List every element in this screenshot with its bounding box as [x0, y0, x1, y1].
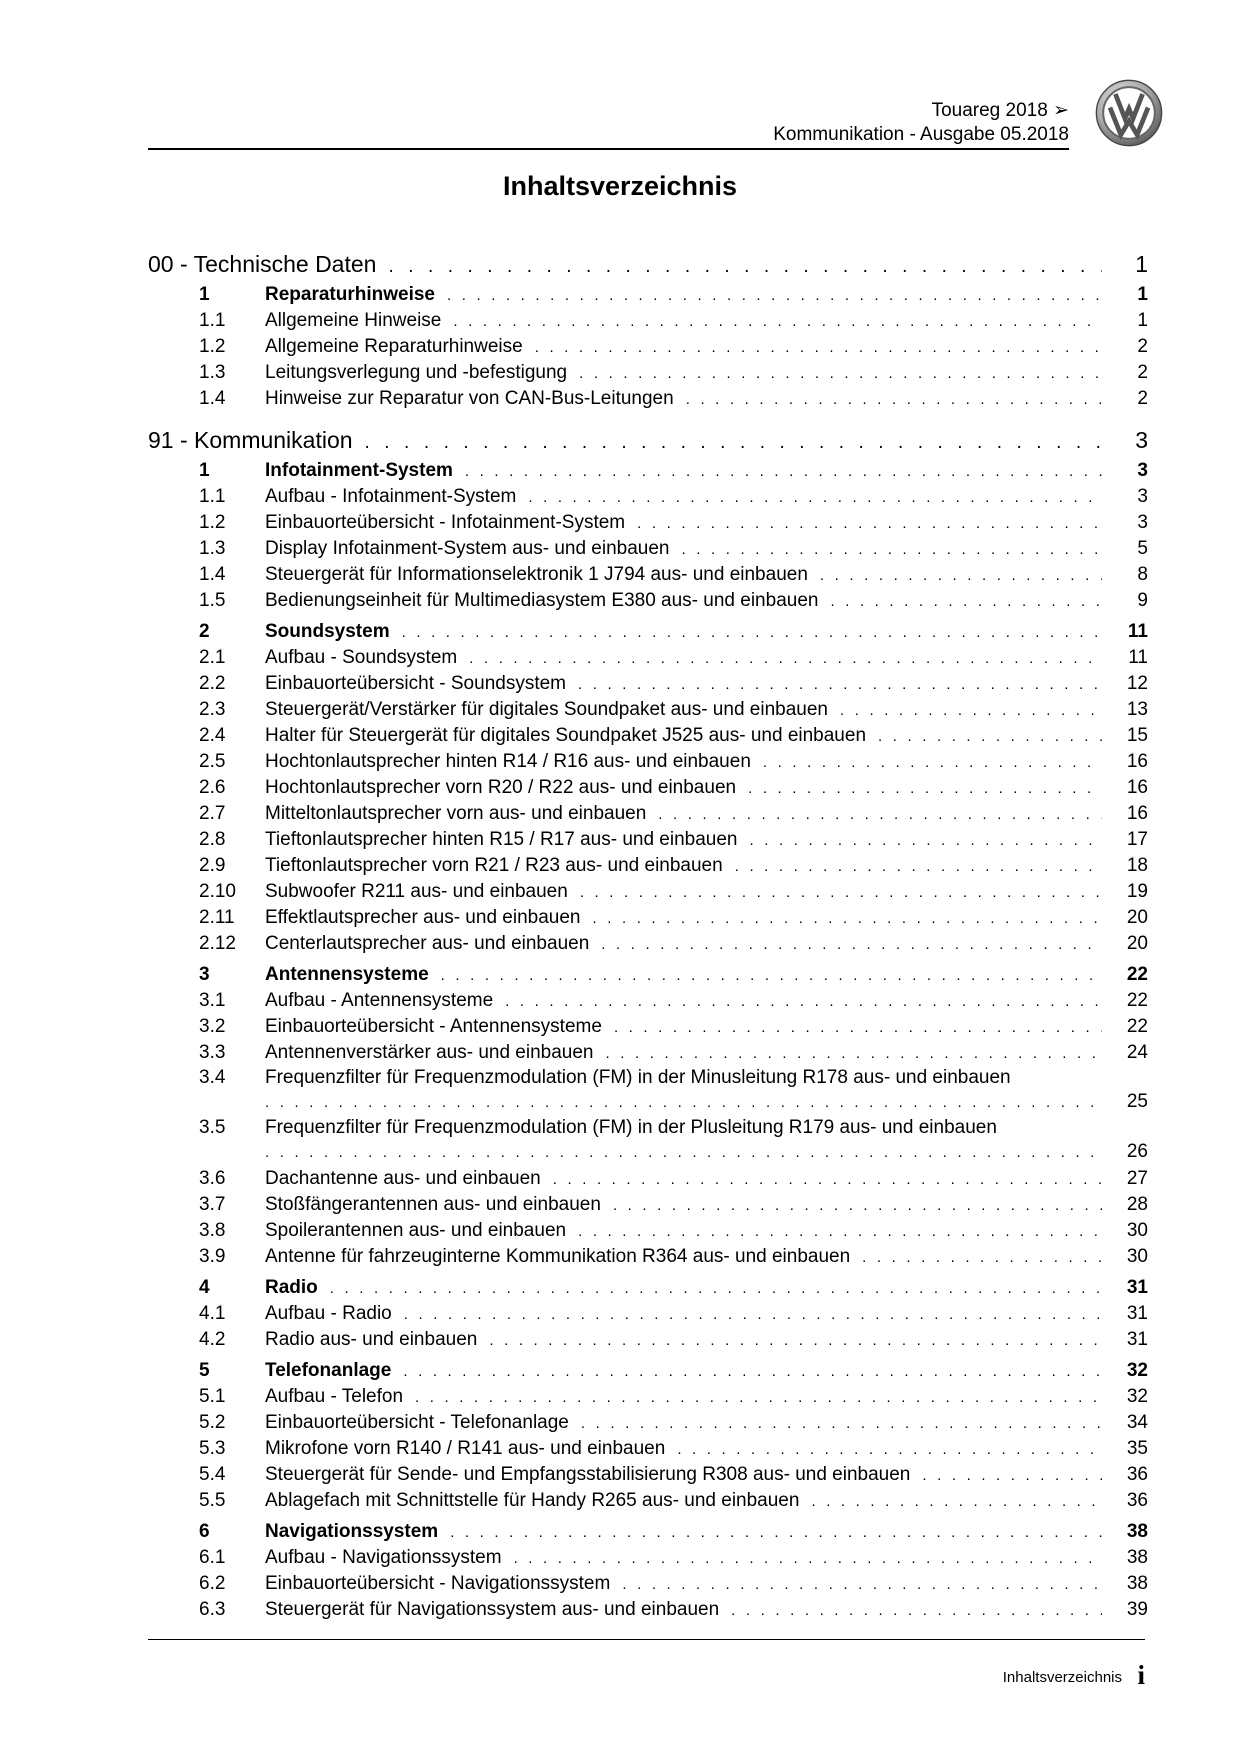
toc-number: 2.2 — [199, 673, 226, 694]
dot-leader — [686, 387, 1102, 413]
toc-section[interactable] — [148, 282, 1148, 308]
toc-page: 30 — [1126, 1246, 1148, 1267]
dot-leader — [658, 802, 1102, 828]
dot-leader — [465, 459, 1102, 485]
dot-leader — [731, 1598, 1102, 1624]
toc-page: 35 — [1126, 1438, 1148, 1459]
dot-leader — [265, 1141, 1102, 1165]
toc-entry[interactable] — [148, 1166, 1148, 1192]
toc-title: Steuergerät/Verstärker für digitales Soundpaket aus- und einbauen — [265, 699, 828, 720]
toc-number: 3.9 — [199, 1246, 226, 1267]
toc-number: 3.8 — [199, 1220, 226, 1241]
toc-page: 22 — [1126, 990, 1148, 1011]
toc-number: 1.2 — [199, 512, 226, 533]
dot-leader — [922, 1463, 1102, 1489]
toc-page: 39 — [1126, 1599, 1148, 1620]
dot-leader — [637, 511, 1102, 537]
toc-entry[interactable] — [148, 536, 1148, 562]
toc-section[interactable] — [148, 458, 1148, 484]
toc-title: Halter für Steuergerät für digitales Soundpaket J525 aus- und einbauen — [265, 725, 867, 746]
toc-entry[interactable] — [148, 1040, 1148, 1066]
toc-number: 5.1 — [199, 1386, 226, 1407]
toc-page: 15 — [1126, 725, 1148, 746]
toc-entry[interactable] — [148, 334, 1148, 360]
dot-leader — [830, 589, 1102, 615]
toc-number: 3.4 — [199, 1067, 226, 1088]
toc-page: 24 — [1126, 1042, 1148, 1063]
toc-number: 2.5 — [199, 751, 226, 772]
toc-page: 20 — [1126, 933, 1148, 954]
dot-leader — [469, 646, 1102, 672]
header-rule — [148, 148, 1069, 150]
toc-number: 1.4 — [199, 564, 226, 585]
toc-title: Tieftonlautsprecher vorn R21 / R23 aus- und einbauen — [265, 855, 723, 876]
toc-entry[interactable] — [148, 1462, 1148, 1488]
toc-number: 1.3 — [199, 362, 226, 383]
toc-page: 11 — [1127, 621, 1148, 642]
toc-number: 3.6 — [199, 1168, 226, 1189]
toc-entry[interactable] — [148, 386, 1148, 412]
toc-entry[interactable] — [148, 931, 1148, 957]
toc-entry[interactable] — [148, 1301, 1148, 1327]
toc-number: 1.3 — [199, 538, 226, 559]
dot-leader — [453, 309, 1102, 335]
toc-title: Leitungsverlegung und -befestigung — [265, 362, 568, 383]
toc-entry[interactable] — [148, 749, 1148, 775]
toc-page: 3 — [1135, 427, 1148, 453]
toc-title: Navigationssystem — [265, 1521, 439, 1542]
toc-title: Antennenverstärker aus- und einbauen — [265, 1042, 594, 1063]
toc-entry[interactable] — [148, 1218, 1148, 1244]
dot-leader — [441, 963, 1102, 989]
toc-number: 4.1 — [199, 1303, 226, 1324]
toc-title: Einbauorteübersicht - Antennensysteme — [265, 1016, 602, 1037]
toc-section[interactable] — [148, 1519, 1148, 1545]
dot-leader — [750, 828, 1103, 854]
toc-number: 2.10 — [199, 881, 236, 902]
dot-leader — [811, 1489, 1102, 1515]
toc-title: Aufbau - Telefon — [265, 1386, 404, 1407]
dot-leader — [365, 425, 1102, 461]
toc-page: 2 — [1137, 388, 1148, 409]
toc-number: 4 — [199, 1277, 210, 1298]
toc-entry[interactable] — [148, 1410, 1148, 1436]
toc-entry[interactable] — [148, 484, 1148, 510]
header-edition: Kommunikation - Ausgabe 05.2018 — [773, 124, 1069, 145]
dot-leader — [528, 485, 1102, 511]
toc-number: 1.5 — [199, 590, 226, 611]
toc-title: Dachantenne aus- und einbauen — [265, 1168, 541, 1189]
dot-leader — [735, 854, 1102, 880]
dot-leader — [402, 620, 1102, 646]
dot-leader — [553, 1167, 1102, 1193]
toc-page: 2 — [1137, 336, 1148, 357]
toc-title: Centerlautsprecher aus- und einbauen — [265, 933, 590, 954]
toc-title: Telefonanlage — [265, 1360, 392, 1381]
toc-title: Allgemeine Reparaturhinweise — [265, 336, 523, 357]
toc-page: 38 — [1126, 1547, 1148, 1568]
toc-page: 3 — [1137, 460, 1148, 481]
dot-leader — [677, 1437, 1102, 1463]
toc-number: 3.5 — [199, 1117, 226, 1138]
toc-title: Einbauorteübersicht - Telefonanlage — [265, 1412, 569, 1433]
toc-number: 3.1 — [199, 990, 226, 1011]
toc-page: 17 — [1126, 829, 1148, 850]
dot-leader — [682, 537, 1102, 563]
page-title: Inhaltsverzeichnis — [502, 171, 738, 201]
toc-number: 3.3 — [199, 1042, 226, 1063]
toc-number: 3.2 — [199, 1016, 226, 1037]
toc-entry[interactable] — [148, 1116, 1148, 1164]
toc-entry[interactable] — [148, 671, 1148, 697]
toc-page: 9 — [1137, 590, 1148, 611]
toc-entry[interactable] — [148, 1192, 1148, 1218]
dot-leader — [614, 1015, 1102, 1041]
toc-title: Aufbau - Radio — [265, 1303, 392, 1324]
toc-title: Antenne für fahrzeuginterne Kommunikation R364 aus- und einbauen — [265, 1246, 851, 1267]
toc-page: 11 — [1128, 647, 1148, 668]
toc-number: 2.4 — [199, 725, 226, 746]
toc-number: 2.9 — [199, 855, 226, 876]
toc-number: 1.1 — [199, 310, 226, 331]
toc-number: 2.7 — [199, 803, 226, 824]
toc-title: Soundsystem — [265, 621, 390, 642]
dot-leader — [748, 776, 1102, 802]
toc-page: 1 — [1135, 251, 1148, 277]
toc-section[interactable] — [148, 1275, 1148, 1301]
toc-title: Radio aus- und einbauen — [265, 1329, 478, 1350]
toc-page: 38 — [1126, 1521, 1148, 1542]
toc-entry[interactable] — [148, 562, 1148, 588]
toc-number: 5.3 — [199, 1438, 226, 1459]
dot-leader — [606, 1041, 1102, 1067]
dot-leader — [388, 249, 1102, 285]
toc-number: 2.12 — [199, 933, 236, 954]
toc-title: Mikrofone vorn R140 / R141 aus- und einbauen — [265, 1438, 666, 1459]
toc-entry[interactable] — [148, 1384, 1148, 1410]
toc-page: 36 — [1126, 1464, 1148, 1485]
toc-title: Tieftonlautsprecher hinten R15 / R17 aus- und einbauen — [265, 829, 738, 850]
toc-title: 00 - Technische Daten — [148, 251, 377, 277]
toc-page: 19 — [1126, 881, 1148, 902]
dot-leader — [613, 1193, 1102, 1219]
toc-title: Radio — [265, 1277, 318, 1298]
dot-leader — [489, 1328, 1102, 1354]
vw-logo-icon — [1095, 79, 1163, 147]
header-model: Touareg 2018 ➢ — [931, 100, 1069, 121]
dot-leader — [878, 724, 1102, 750]
toc-page: 38 — [1126, 1573, 1148, 1594]
toc-page: 31 — [1126, 1303, 1148, 1324]
toc-entry[interactable] — [148, 697, 1148, 723]
toc-number: 2.1 — [199, 647, 226, 668]
dot-leader — [601, 932, 1102, 958]
toc-section[interactable] — [148, 962, 1148, 988]
toc-number: 6.2 — [199, 1573, 226, 1594]
toc-page: 20 — [1126, 907, 1148, 928]
toc-title: Frequenzfilter für Frequenzmodulation (FM) in der Minusleitung R178 aus- und einbauen — [265, 1067, 1011, 1088]
dot-leader — [535, 335, 1102, 361]
toc-entry[interactable] — [148, 1571, 1148, 1597]
toc-number: 6.3 — [199, 1599, 226, 1620]
dot-leader — [840, 698, 1102, 724]
toc-page: 8 — [1137, 564, 1148, 585]
toc-page: 31 — [1126, 1329, 1148, 1350]
toc-page: 22 — [1126, 1016, 1148, 1037]
toc-page: 3 — [1137, 486, 1148, 507]
toc-page: 16 — [1126, 751, 1148, 772]
footer-label: Inhaltsverzeichnis — [1002, 1669, 1122, 1686]
toc-title: Mitteltonlautsprecher vorn aus- und einbauen — [265, 803, 647, 824]
dot-leader — [763, 750, 1102, 776]
dot-leader — [622, 1572, 1102, 1598]
dot-leader — [265, 1091, 1102, 1115]
dot-leader — [579, 361, 1102, 387]
toc-page: 22 — [1126, 964, 1148, 985]
toc-chapter[interactable] — [148, 246, 1148, 282]
toc-entry[interactable] — [148, 1597, 1148, 1623]
toc-title: Stoßfängerantennen aus- und einbauen — [265, 1194, 601, 1215]
toc-entry[interactable] — [148, 1014, 1148, 1040]
toc-number: 1.1 — [199, 486, 226, 507]
toc-page: 3 — [1137, 512, 1148, 533]
toc-title: Allgemeine Hinweise — [265, 310, 442, 331]
toc-number: 5 — [199, 1360, 210, 1381]
toc-title: Subwoofer R211 aus- und einbauen — [265, 881, 568, 902]
toc-number: 2.6 — [199, 777, 226, 798]
toc-page: 26 — [1126, 1141, 1148, 1162]
toc-page: 2 — [1137, 362, 1148, 383]
toc-title: Reparaturhinweise — [265, 284, 435, 305]
toc-title: Display Infotainment-System aus- und einbauen — [265, 538, 670, 559]
toc-title: Steuergerät für Informationselektronik 1 J794 aus- und einbauen — [265, 564, 808, 585]
toc-number: 5.5 — [199, 1490, 226, 1511]
toc-section[interactable] — [148, 619, 1148, 645]
toc-number: 1 — [199, 284, 210, 305]
toc-page: 31 — [1126, 1277, 1148, 1298]
toc-page: 5 — [1137, 538, 1148, 559]
toc-entry[interactable] — [148, 988, 1148, 1014]
toc-title: Einbauorteübersicht - Navigationssystem — [265, 1573, 611, 1594]
dot-leader — [450, 1520, 1102, 1546]
toc-title: Aufbau - Soundsystem — [265, 647, 458, 668]
toc-number: 2.8 — [199, 829, 226, 850]
toc-title: Einbauorteübersicht - Soundsystem — [265, 673, 566, 694]
toc-entry[interactable] — [148, 1327, 1148, 1353]
dot-leader — [820, 563, 1102, 589]
toc-title: Infotainment-System — [265, 460, 453, 481]
toc-number: 3.7 — [199, 1194, 226, 1215]
page-header — [773, 99, 1069, 147]
toc-number: 2 — [199, 621, 210, 642]
footer-rule — [148, 1639, 1145, 1640]
dot-leader — [592, 906, 1102, 932]
toc-page: 13 — [1126, 699, 1148, 720]
toc-page: 25 — [1126, 1091, 1148, 1112]
dot-leader — [514, 1546, 1102, 1572]
toc-number: 1 — [199, 460, 210, 481]
dot-leader — [862, 1245, 1102, 1271]
dot-leader — [447, 283, 1102, 309]
toc-page: 1 — [1137, 284, 1148, 305]
toc-page: 36 — [1126, 1490, 1148, 1511]
toc-number: 3 — [199, 964, 210, 985]
toc-title: Einbauorteübersicht - Infotainment-System — [265, 512, 626, 533]
toc-entry[interactable] — [148, 801, 1148, 827]
toc-entry[interactable] — [148, 827, 1148, 853]
toc-entry[interactable] — [148, 879, 1148, 905]
toc-entry[interactable] — [148, 775, 1148, 801]
toc-title: Bedienungseinheit für Multimediasystem E380 aus- und einbauen — [265, 590, 819, 611]
toc-number: 6 — [199, 1521, 210, 1542]
table-of-contents — [148, 246, 1148, 1623]
toc-number: 1.2 — [199, 336, 226, 357]
toc-entry[interactable] — [148, 1488, 1148, 1514]
toc-title: Aufbau - Navigationssystem — [265, 1547, 502, 1568]
dot-leader — [578, 1219, 1102, 1245]
dot-leader — [330, 1276, 1102, 1302]
dot-leader — [403, 1359, 1102, 1385]
toc-number: 5.2 — [199, 1412, 226, 1433]
toc-title: Aufbau - Antennensysteme — [265, 990, 494, 1011]
toc-entry[interactable] — [148, 1066, 1148, 1114]
toc-number: 2.3 — [199, 699, 226, 720]
toc-entry[interactable] — [148, 645, 1148, 671]
toc-title: Aufbau - Infotainment-System — [265, 486, 517, 507]
dot-leader — [505, 989, 1102, 1015]
toc-entry[interactable] — [148, 723, 1148, 749]
toc-page: 12 — [1126, 673, 1148, 694]
toc-title: Effektlautsprecher aus- und einbauen — [265, 907, 581, 928]
toc-chapter[interactable] — [148, 422, 1148, 458]
toc-title: Frequenzfilter für Frequenzmodulation (FM) in der Plusleitung R179 aus- und einbauen — [265, 1117, 997, 1138]
toc-page: 1 — [1137, 310, 1148, 331]
toc-title: Hochtonlautsprecher hinten R14 / R16 aus- und einbauen — [265, 751, 751, 772]
toc-number: 1.4 — [199, 388, 226, 409]
toc-title: Hochtonlautsprecher vorn R20 / R22 aus- und einbauen — [265, 777, 737, 798]
dot-leader — [580, 880, 1102, 906]
dot-leader — [415, 1385, 1102, 1411]
toc-number: 2.11 — [199, 907, 235, 928]
toc-page: 32 — [1126, 1360, 1148, 1381]
toc-number: 6.1 — [199, 1547, 226, 1568]
toc-page: 34 — [1126, 1412, 1148, 1433]
toc-page: 30 — [1126, 1220, 1148, 1241]
toc-title: Antennensysteme — [265, 964, 429, 985]
toc-entry[interactable] — [148, 905, 1148, 931]
toc-entry[interactable] — [148, 1244, 1148, 1270]
toc-title: Ablagefach mit Schnittstelle für Handy R265 aus- und einbauen — [265, 1490, 800, 1511]
toc-title: Hinweise zur Reparatur von CAN-Bus-Leitungen — [265, 388, 674, 409]
toc-title: 91 - Kommunikation — [148, 427, 353, 453]
toc-entry[interactable] — [148, 1436, 1148, 1462]
toc-page: 16 — [1126, 803, 1148, 824]
toc-title: Steuergerät für Sende- und Empfangsstabilisierung R308 aus- und einbauen — [265, 1464, 911, 1485]
footer-page-number: i — [1137, 1660, 1145, 1690]
dot-leader — [578, 672, 1102, 698]
toc-entry[interactable] — [148, 360, 1148, 386]
dot-leader — [581, 1411, 1102, 1437]
toc-number: 4.2 — [199, 1329, 226, 1350]
toc-page: 27 — [1126, 1168, 1148, 1189]
toc-entry[interactable] — [148, 853, 1148, 879]
dot-leader — [404, 1302, 1102, 1328]
toc-title: Spoilerantennen aus- und einbauen — [265, 1220, 567, 1241]
toc-entry[interactable] — [148, 1545, 1148, 1571]
toc-entry[interactable] — [148, 510, 1148, 536]
toc-title: Steuergerät für Navigationssystem aus- und einbauen — [265, 1599, 720, 1620]
toc-number: 5.4 — [199, 1464, 226, 1485]
toc-page: 32 — [1126, 1386, 1148, 1407]
toc-entry[interactable] — [148, 588, 1148, 614]
toc-section[interactable] — [148, 1358, 1148, 1384]
toc-page: 18 — [1126, 855, 1148, 876]
toc-entry[interactable] — [148, 308, 1148, 334]
toc-page: 16 — [1126, 777, 1148, 798]
toc-page: 28 — [1126, 1194, 1148, 1215]
